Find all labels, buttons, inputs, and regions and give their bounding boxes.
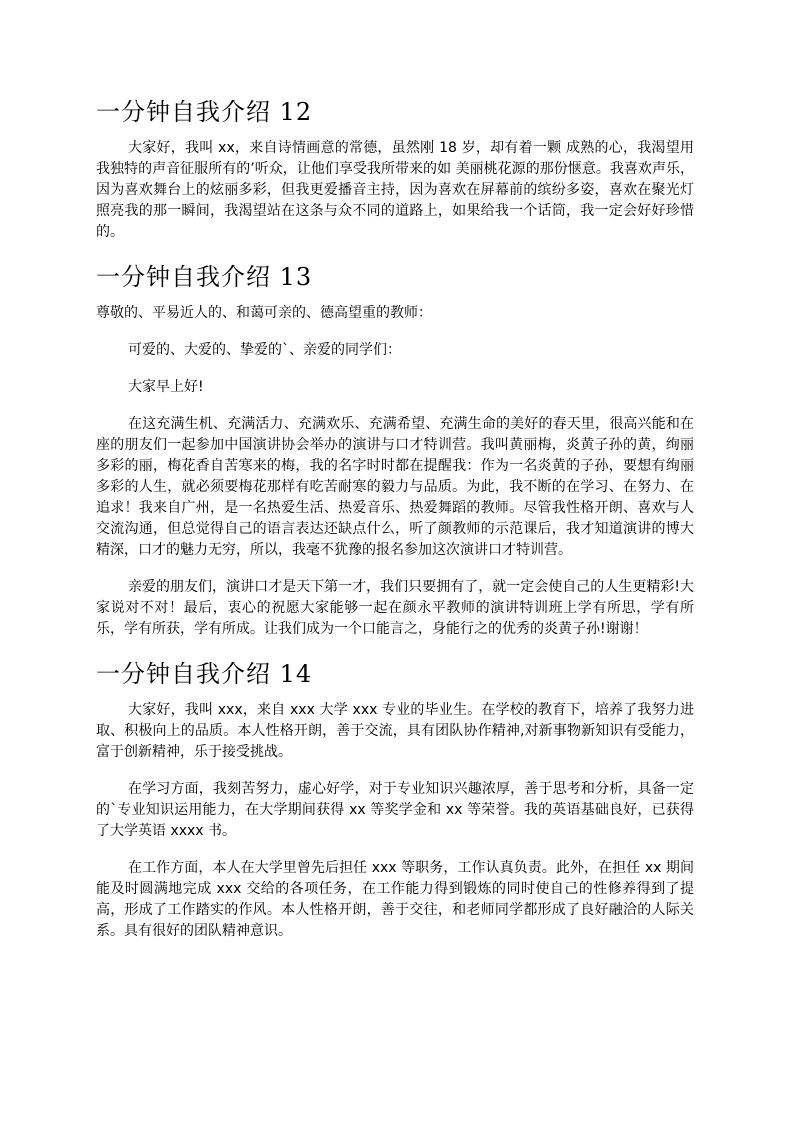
section-title: 一分钟自我介绍 13	[96, 263, 313, 291]
paragraph: 在工作方面，本人在大学里曾先后担任 xxx 等职务，工作认真负责。此外，在担任 xx 期间能及时圆满地完成 xxx 交给的各项任务，在工作能力得到锻炼的同时使自己的性修养得到了提高，形成了工作踏实的作风。本人性格开朗，善于交往，和老师同学都形成了良好融洽的人际关系。具有很好的团队精神意识。	[96, 860, 694, 939]
section-title: 一分钟自我介绍 12	[96, 98, 313, 126]
salutation-paragraph: 尊敬的、平易近人的、和蔼可亲的、德高望重的教师：	[96, 305, 432, 321]
section-title: 一分钟自我介绍 14	[96, 660, 313, 688]
paragraph: 可爱的、大爱的、挚爱的`、亲爱的同学们：	[128, 342, 401, 358]
paragraph: 在学习方面，我刻苦努力，虚心好学，对于专业知识兴趣浓厚，善于思考和分析，具备一定的`专业知识运用能力，在大学期间获得 xx 等奖学金和 xx 等荣誉。我的英语基础良好，已获得了大学英语 xxxx 书。	[96, 781, 694, 839]
section-13	[96, 259, 694, 640]
paragraph: 亲爱的朋友们，演讲口才是天下第一才，我们只要拥有了，就一定会使自己的人生更精彩!大家说对不对！最后，衷心的祝愿大家能够一起在颜永平教师的演讲特训班上学有所思，学有所乐，学有所获，学有所成。让我们成为一个口能言之，身能行之的优秀的炎黄子孙!谢谢！	[96, 579, 694, 637]
section-12	[96, 94, 694, 243]
paragraph: 大家好，我叫 xx，来自诗情画意的常德，虽然刚 18 岁，却有着一颗 成熟的心，我渴望用我独特的声音征服所有的’听众，让他们享受我所带来的如 美丽桃花源的那份惬意。我喜欢声乐，因为喜欢舞台上的炫丽多彩，但我更爱播音主持，因为喜欢在屏幕前的缤纷多姿，喜欢在聚光灯照亮我的那一瞬间，我渴望站在这条与众不同的道路上，如果给我一个话筒，我一定会好好珍惜的。	[96, 140, 694, 240]
paragraph: 大家好，我叫 xxx，来自 xxx 大学 xxx 专业的毕业生。在学校的教育下，培养了我努力进取、积极向上的品质。本人性格开朗，善于交流，具有团队协作精神,对新事物新知识有受能力，富于创新精神，乐于接受挑战。	[96, 702, 694, 760]
document-page	[96, 94, 694, 958]
section-14	[96, 656, 694, 942]
paragraph: 大家早上好!	[128, 379, 204, 395]
paragraph: 在这充满生机、充满活力、充满欢乐、充满希望、充满生命的美好的春天里，很高兴能和在座的朋友们一起参加中国演讲协会举办的演讲与口才特训营。我叫黄丽梅，炎黄子孙的黄，绚丽多彩的丽，梅花香自苦寒来的梅，我的名字时时都在提醒我：作为一名炎黄的子孙，要想有绚丽多彩的人生，就必须要梅花那样有吃苦耐寒的毅力与品质。为此，我不断的在学习、在努力、在追求！我来自广州，是一名热爱生活、热爱音乐、热爱舞蹈的教师。尽管我性格开朗、喜欢与人交流沟通，但总觉得自己的语言表达还缺点什么，听了颜教师的示范课后，我才知道演讲的博大精深，口才的魅力无穷，所以，我毫不犹豫的报名参加这次演讲口才特训营。	[96, 416, 694, 558]
